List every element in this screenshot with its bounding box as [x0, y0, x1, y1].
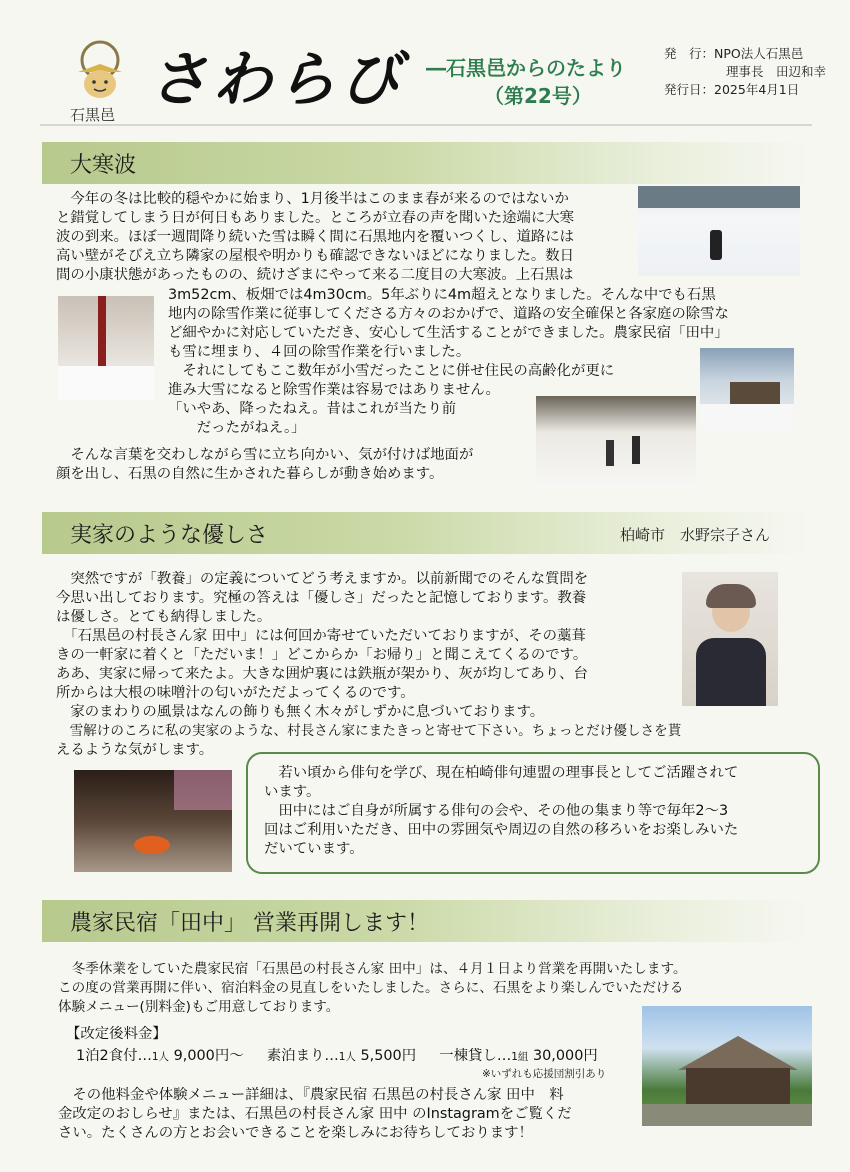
date-line	[664, 80, 799, 98]
text-line: います。	[264, 784, 321, 800]
photo-snow-wall	[638, 186, 800, 276]
newsletter-title: さわらび	[148, 45, 404, 115]
text-line: それにしてもここ数年が小雪だったことに併せ住民の高齢化が更に	[168, 363, 615, 379]
text-line: この度の営業再開に伴い、宿泊料金の見直しをいたしました。さらに、石黒をより楽しんでいただける	[58, 980, 684, 996]
text-line: 波の到来。ほぼ一週間降り続いた雪は瞬く間に石黒地内を覆いつくし、道路には	[56, 229, 575, 245]
text-line: も雪に埋まり、４回の除雪作業を行いました。	[168, 344, 471, 360]
chair: 理事長 田辺和幸	[726, 64, 827, 79]
photo-snowed-roof	[700, 348, 794, 430]
text-line: 田中にはご自身が所属する俳句の会や、その他の集まり等で毎年2～3	[264, 803, 729, 819]
issue-date: 2025年4月1日	[714, 82, 800, 97]
section3-closing	[58, 1086, 572, 1143]
text-line: 「いやあ、降ったねえ。昔はこれが当たり前	[168, 401, 457, 417]
text-line: そんな言葉を交わしながら雪に立ち向かい、気が付けば地面が	[56, 447, 474, 463]
section-title-cold-wave: 大寒波	[70, 153, 137, 178]
publisher-label: 発 行：	[664, 46, 715, 61]
photo-snowed-building	[58, 296, 154, 400]
section2-body	[56, 570, 681, 760]
section3-body	[58, 960, 687, 1017]
price-2-label: 素泊まり…	[266, 1048, 339, 1064]
logo-text: 石黒邑	[70, 106, 116, 124]
date-label: 発行日：	[664, 82, 715, 97]
text-line: と錯覚してしまう日が何日もありました。ところが立春の声を聞いた途端に大寒	[56, 210, 575, 226]
price-2-unit: 1人	[338, 1051, 356, 1063]
text-line: 高い壁がそびえ立ち隣家の屋根や明かりも確認できないほどになりました。数日	[56, 248, 575, 264]
photo-snow-clearing	[536, 396, 696, 486]
text-line: ああ、実家に帰って来たよ。大きな囲炉裏には鉄瓶が架かり、灰が均してあり、台	[56, 666, 588, 682]
price-3-label: 一棟貸し…	[439, 1048, 512, 1064]
price-3-unit: 1組	[511, 1051, 529, 1063]
header-divider	[40, 124, 812, 126]
text-line: 3m52cm、板畑では4m30cm。5年ぶりに4m超えとなりました。そんな中でも石黒	[168, 287, 716, 303]
price-1-label: 1泊2食付…	[76, 1048, 152, 1064]
text-line: 雪解けのころに私の実家のような、村長さん家にまたきっと寄せて下さい。ちょっとだけ優しさを貰	[56, 723, 682, 739]
text-line: 進み大雪になると除雪作業は容易ではありません。	[168, 382, 500, 398]
text-line: 家のまわりの風景はなんの飾りも無く木々がしずかに息づいております。	[56, 704, 545, 720]
section-title-reopening: 農家民宿「田中」 営業再開します！	[70, 911, 429, 936]
section1-body-end	[56, 446, 473, 484]
text-line: 「石黒邑の村長さん家 田中」には何回か寄せていただいておりますが、その藁葺	[56, 628, 586, 644]
text-line: だいています。	[264, 841, 364, 857]
section1-body-top	[56, 190, 574, 285]
newsletter-subtitle: ―石黒邑からのたより	[426, 56, 626, 80]
text-line: 間の小康状態があったものの、続けざまにやって来る二度目の大寒波。上石黒は	[56, 267, 574, 283]
issue-number: （第22号）	[484, 84, 592, 108]
price-list	[76, 1044, 598, 1065]
section-title-kindness: 実家のような優しさ	[70, 523, 269, 548]
text-line: 体験メニュー(別料金)もご用意しております。	[58, 999, 340, 1015]
text-line: 所からは大根の味噌汁の匂いがただよってくるのです。	[56, 685, 415, 701]
section-bar-cold-wave	[42, 142, 812, 184]
text-line: 冬季休業をしていた農家民宿「石黒邑の村長さん家 田中」は、４月１日より営業を再開いたします。	[58, 961, 687, 977]
text-line: 地内の除雪作業に従事してくださる方々のおかげで、道路の安全確保と各家庭の除雪な	[168, 306, 729, 322]
price-1-unit: 1人	[151, 1051, 170, 1063]
text-line: 金改定のおしらせ』または、石黒邑の村長さん家 田中 のInstagramをご覧くだ	[58, 1106, 572, 1122]
price-2-value: 5,500円	[360, 1048, 417, 1064]
text-line: 顔を出し、石黒の自然に生かされた暮らしが動き始めます。	[56, 466, 444, 482]
text-line: 今思い出しております。究極の答えは「優しさ」だったと記憶しております。教養	[56, 590, 587, 606]
text-line: 回はご利用いただき、田中の雰囲気や周辺の自然の移ろいをお楽しみいた	[264, 822, 739, 838]
text-line: ど細やかに対応していただき、安心して生活することができました。農家民宿「田中」	[168, 325, 729, 341]
text-line: 今年の冬は比較的穏やかに始まり、1月後半はこのまま春が来るのではないか	[56, 191, 569, 207]
text-line: 若い頃から俳句を学び、現在柏崎俳句連盟の理事長としてご活躍されて	[264, 765, 739, 781]
text-line: さい。たくさんの方とお会いできることを楽しみにお待ちしております！	[58, 1125, 533, 1141]
photo-farmhouse-tanaka	[642, 1006, 812, 1126]
price-note: ※いずれも応援団割引あり	[482, 1068, 607, 1080]
price-heading: 【改定後料金】	[66, 1026, 167, 1042]
author-note	[264, 764, 738, 859]
text-line: 突然ですが「教養」の定義についてどう考えますか。以前新聞でのそんな質問を	[56, 571, 589, 587]
price-3-value: 30,000円	[533, 1048, 598, 1064]
price-1-value: 9,000円～	[173, 1048, 244, 1064]
text-line: は優しさ。とても納得しました。	[56, 609, 272, 625]
text-line: えるような気がします。	[56, 742, 214, 758]
publisher-line	[664, 44, 803, 62]
logo	[64, 38, 136, 122]
photo-irori-hearth	[74, 770, 232, 872]
text-line: きの一軒家に着くと「ただいま！」どこからか「お帰り」と聞こえてくるのです。	[56, 647, 588, 663]
publisher: NPO法人石黒邑	[714, 46, 804, 61]
author-byline: 柏崎市 水野宗子さん	[620, 526, 771, 544]
text-line: だったがねえ。」	[168, 420, 306, 436]
photo-author-portrait	[682, 572, 778, 706]
text-line: その他料金や体験メニュー詳細は、『農家民宿 石黒邑の村長さん家 田中 料	[58, 1087, 564, 1103]
